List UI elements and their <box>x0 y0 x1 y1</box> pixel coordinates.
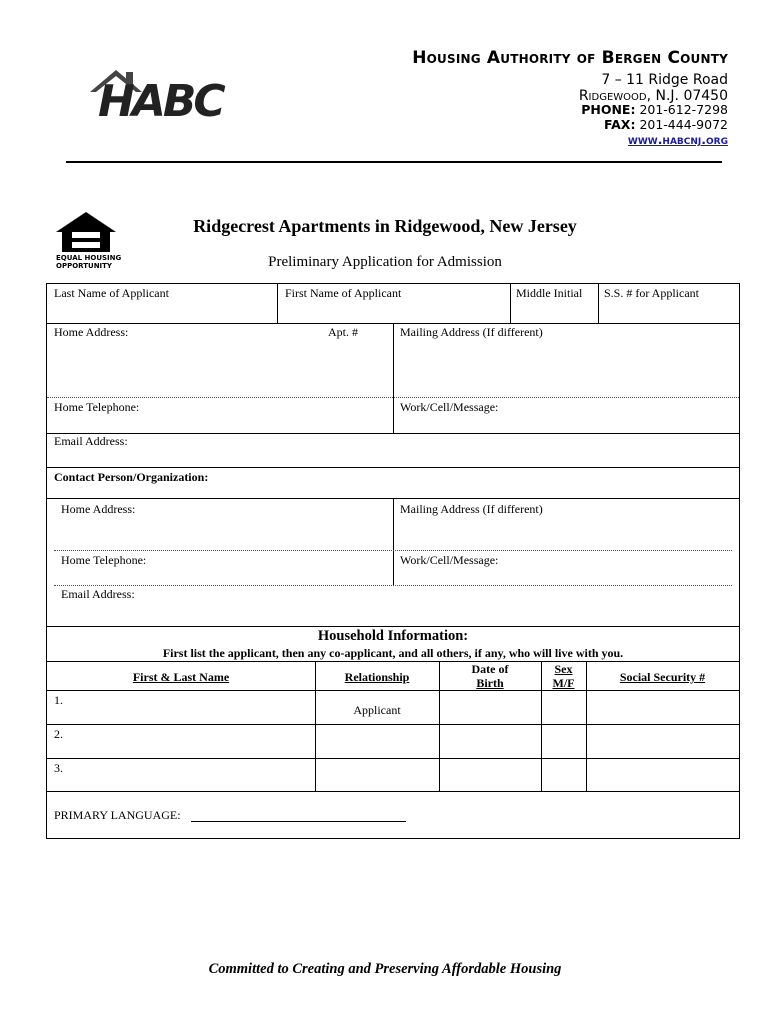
eho-line1: EQUAL HOUSING <box>56 254 122 262</box>
col-dob-header <box>439 662 541 690</box>
household-instructions: First list the applicant, then any co-applicant, and all others, if any, who will live with you. <box>162 646 624 660</box>
contact-heading: Contact Person/Organization: <box>54 470 209 484</box>
phone-label: PHONE: <box>581 102 636 117</box>
address-line1: 7 – 11 Ridge Road <box>601 72 728 88</box>
divider <box>47 690 739 691</box>
divider <box>47 758 739 759</box>
org-name: Housing Authority of Bergen County <box>412 48 728 68</box>
divider <box>47 724 739 725</box>
divider <box>598 284 599 323</box>
contact-home-telephone-label: Home Telephone: <box>61 553 147 567</box>
household-row-3-number: 3. <box>54 761 63 775</box>
apt-label: Apt. # <box>328 325 358 339</box>
contact-mailing-address-label: Mailing Address (If different) <box>400 502 543 516</box>
fax-number: 201-444-9072 <box>639 117 728 132</box>
household-row-1-relationship: Applicant <box>353 703 401 717</box>
divider <box>47 626 739 627</box>
household-row-2-number: 2. <box>54 727 63 741</box>
col-relationship-header: Relationship <box>344 670 410 684</box>
first-name-label: First Name of Applicant <box>285 286 402 300</box>
phone-line <box>581 102 728 117</box>
logo-text: HABC <box>98 76 223 127</box>
divider <box>47 467 739 468</box>
middle-initial-label: Middle Initial <box>516 286 583 300</box>
habc-logo <box>86 64 256 127</box>
col-sex-line1: Sex <box>554 662 573 676</box>
footer-slogan: Committed to Creating and Preserving Affordable Housing <box>208 961 562 977</box>
divider <box>47 791 739 792</box>
home-telephone-label: Home Telephone: <box>54 400 140 414</box>
primary-language-input-line[interactable] <box>191 821 406 822</box>
divider <box>47 661 739 662</box>
col-ssn-header: Social Security # <box>619 670 706 684</box>
application-form <box>46 283 740 839</box>
page-title: Ridgecrest Apartments in Ridgewood, New Jersey <box>193 216 577 236</box>
eho-line2: OPPORTUNITY <box>56 262 113 270</box>
phone-number: 201-612-7298 <box>639 102 728 117</box>
primary-language-label: PRIMARY LANGUAGE: <box>54 808 181 822</box>
col-sex-line2: M/F <box>552 676 575 690</box>
col-dob-line1: Date of <box>471 662 509 676</box>
website-link[interactable]: www.habcnj.org <box>627 132 728 147</box>
divider <box>47 397 739 398</box>
contact-home-address-label: Home Address: <box>61 502 136 516</box>
ssn-label: S.S. # for Applicant <box>604 286 699 300</box>
divider <box>393 323 394 434</box>
divider <box>54 550 732 551</box>
email-label: Email Address: <box>54 434 128 448</box>
contact-work-cell-label: Work/Cell/Message: <box>400 553 499 567</box>
home-address-label: Home Address: <box>54 325 129 339</box>
fax-line <box>604 117 728 132</box>
contact-email-label: Email Address: <box>61 587 135 601</box>
divider <box>54 585 732 586</box>
household-heading: Household Information: <box>317 628 469 644</box>
header-divider <box>66 161 722 163</box>
col-sex-header <box>541 662 586 690</box>
divider <box>510 284 511 323</box>
col-dob-line2: Birth <box>476 676 504 690</box>
address-line2: Ridgewood, N.J. 07450 <box>578 88 728 104</box>
last-name-label: Last Name of Applicant <box>54 286 169 300</box>
mailing-address-label: Mailing Address (If different) <box>400 325 543 339</box>
divider <box>47 433 739 434</box>
work-cell-label: Work/Cell/Message: <box>400 400 499 414</box>
col-name-header: First & Last Name <box>132 670 230 684</box>
fax-label: FAX: <box>604 117 636 132</box>
household-row-1-number: 1. <box>54 693 63 707</box>
divider <box>393 498 394 586</box>
page-subtitle: Preliminary Application for Admission <box>268 254 502 270</box>
divider <box>277 284 278 323</box>
